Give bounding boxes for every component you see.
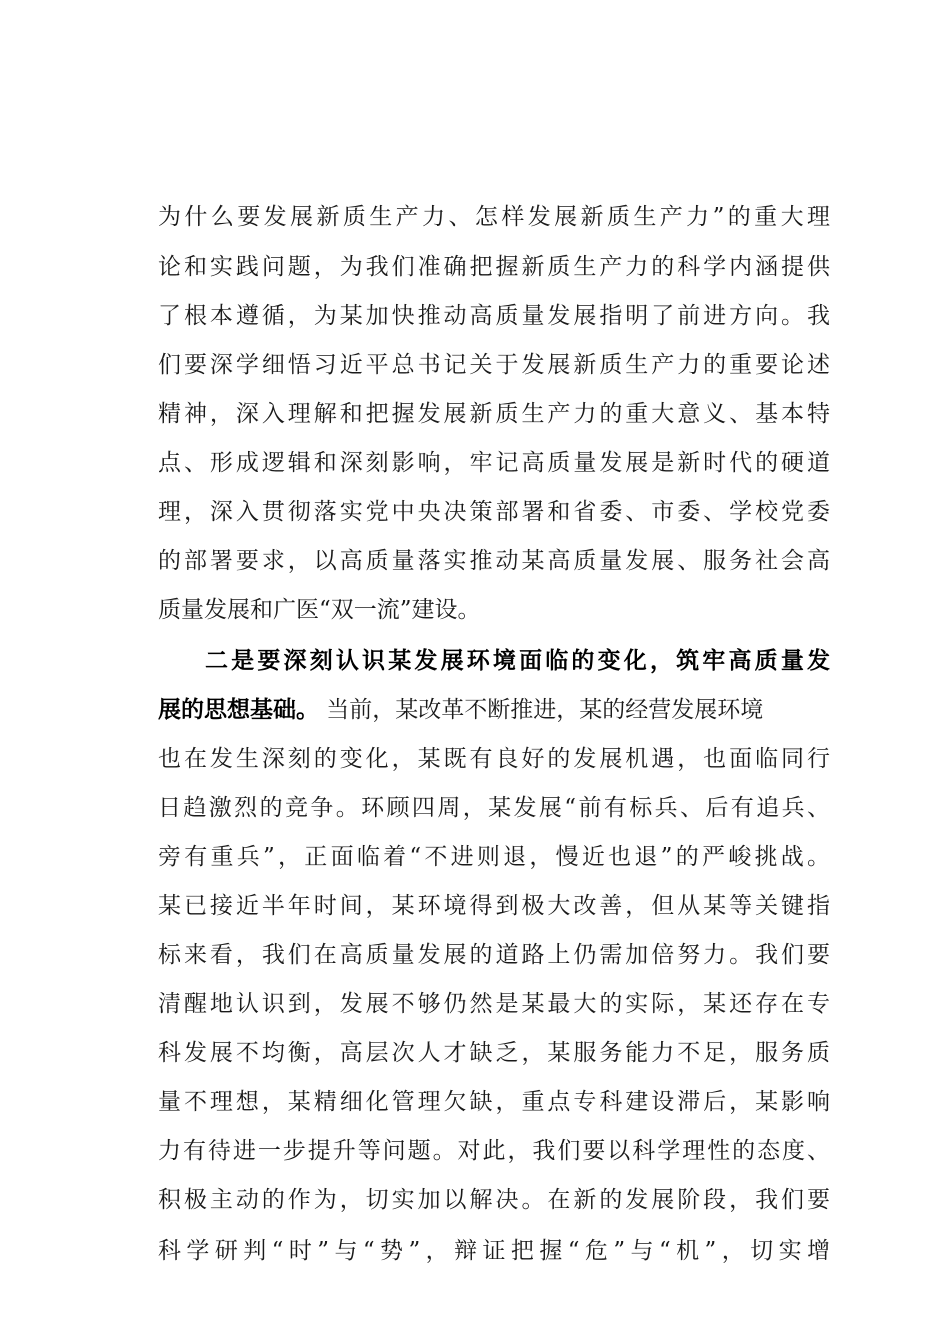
paragraph-text: 当前，某改革不断推进，某的经营发展环境 [319,697,764,723]
paragraph-line: 日趋激烈的竞争。环顾四周，某发展“前有标兵、后有追兵、 [158,795,830,821]
paragraph-line: 清醒地认识到，发展不够仍然是某最大的实际，某还存在专 [158,991,830,1017]
paragraph-line: 点、形成逻辑和深刻影响，牢记高质量发展是新时代的硬道 [158,450,830,476]
paragraph-line: 科发展不均衡，高层次人才缺乏，某服务能力不足，服务质 [158,1040,830,1066]
paragraph-line: 为什么要发展新质生产力、怎样发展新质生产力”的重大理 [158,204,830,230]
paragraph-line: 的部署要求，以高质量落实推动某高质量发展、服务社会高 [158,548,830,574]
paragraph-line: 旁有重兵”，正面临着“不进则退，慢近也退”的严峻挑战。 [158,844,830,870]
paragraph-line: 标来看，我们在高质量发展的道路上仍需加倍努力。我们要 [158,942,830,968]
section-heading: 二是要深刻认识某发展环境面临的变化，筑牢高质量发 [205,647,830,674]
paragraph-line: 某已接近半年时间，某环境得到极大改善，但从某等关键指 [158,893,830,919]
paragraph-line: 质量发展和广医“双一流”建设。 [158,597,481,623]
paragraph-line: 精神，深入理解和把握发展新质生产力的重大意义、基本特 [158,401,830,427]
paragraph-line: 也在发生深刻的变化，某既有良好的发展机遇，也面临同行 [158,746,830,772]
paragraph-line: 力有待进一步提升等问题。对此，我们要以科学理性的态度、 [158,1138,830,1164]
section-heading-end: 展的思想基础。 [158,696,319,723]
paragraph-line: 了根本遵循，为某加快推动高质量发展指明了前进方向。我 [158,303,830,329]
paragraph-line: 积极主动的作为，切实加以解决。在新的发展阶段，我们要 [158,1187,830,1213]
paragraph-line: 理，深入贯彻落实党中央决策部署和省委、市委、学校党委 [158,499,830,525]
paragraph-line [158,690,830,730]
paragraph-line: 们要深学细悟习近平总书记关于发展新质生产力的重要论述 [158,352,830,378]
paragraph-line: 科学研判“时”与“势”，辩证把握“危”与“机”，切实增 [158,1238,830,1264]
paragraph-line: 量不理想，某精细化管理欠缺，重点专科建设滞后，某影响 [158,1089,830,1115]
paragraph-line: 论和实践问题，为我们准确把握新质生产力的科学内涵提供 [158,254,830,280]
